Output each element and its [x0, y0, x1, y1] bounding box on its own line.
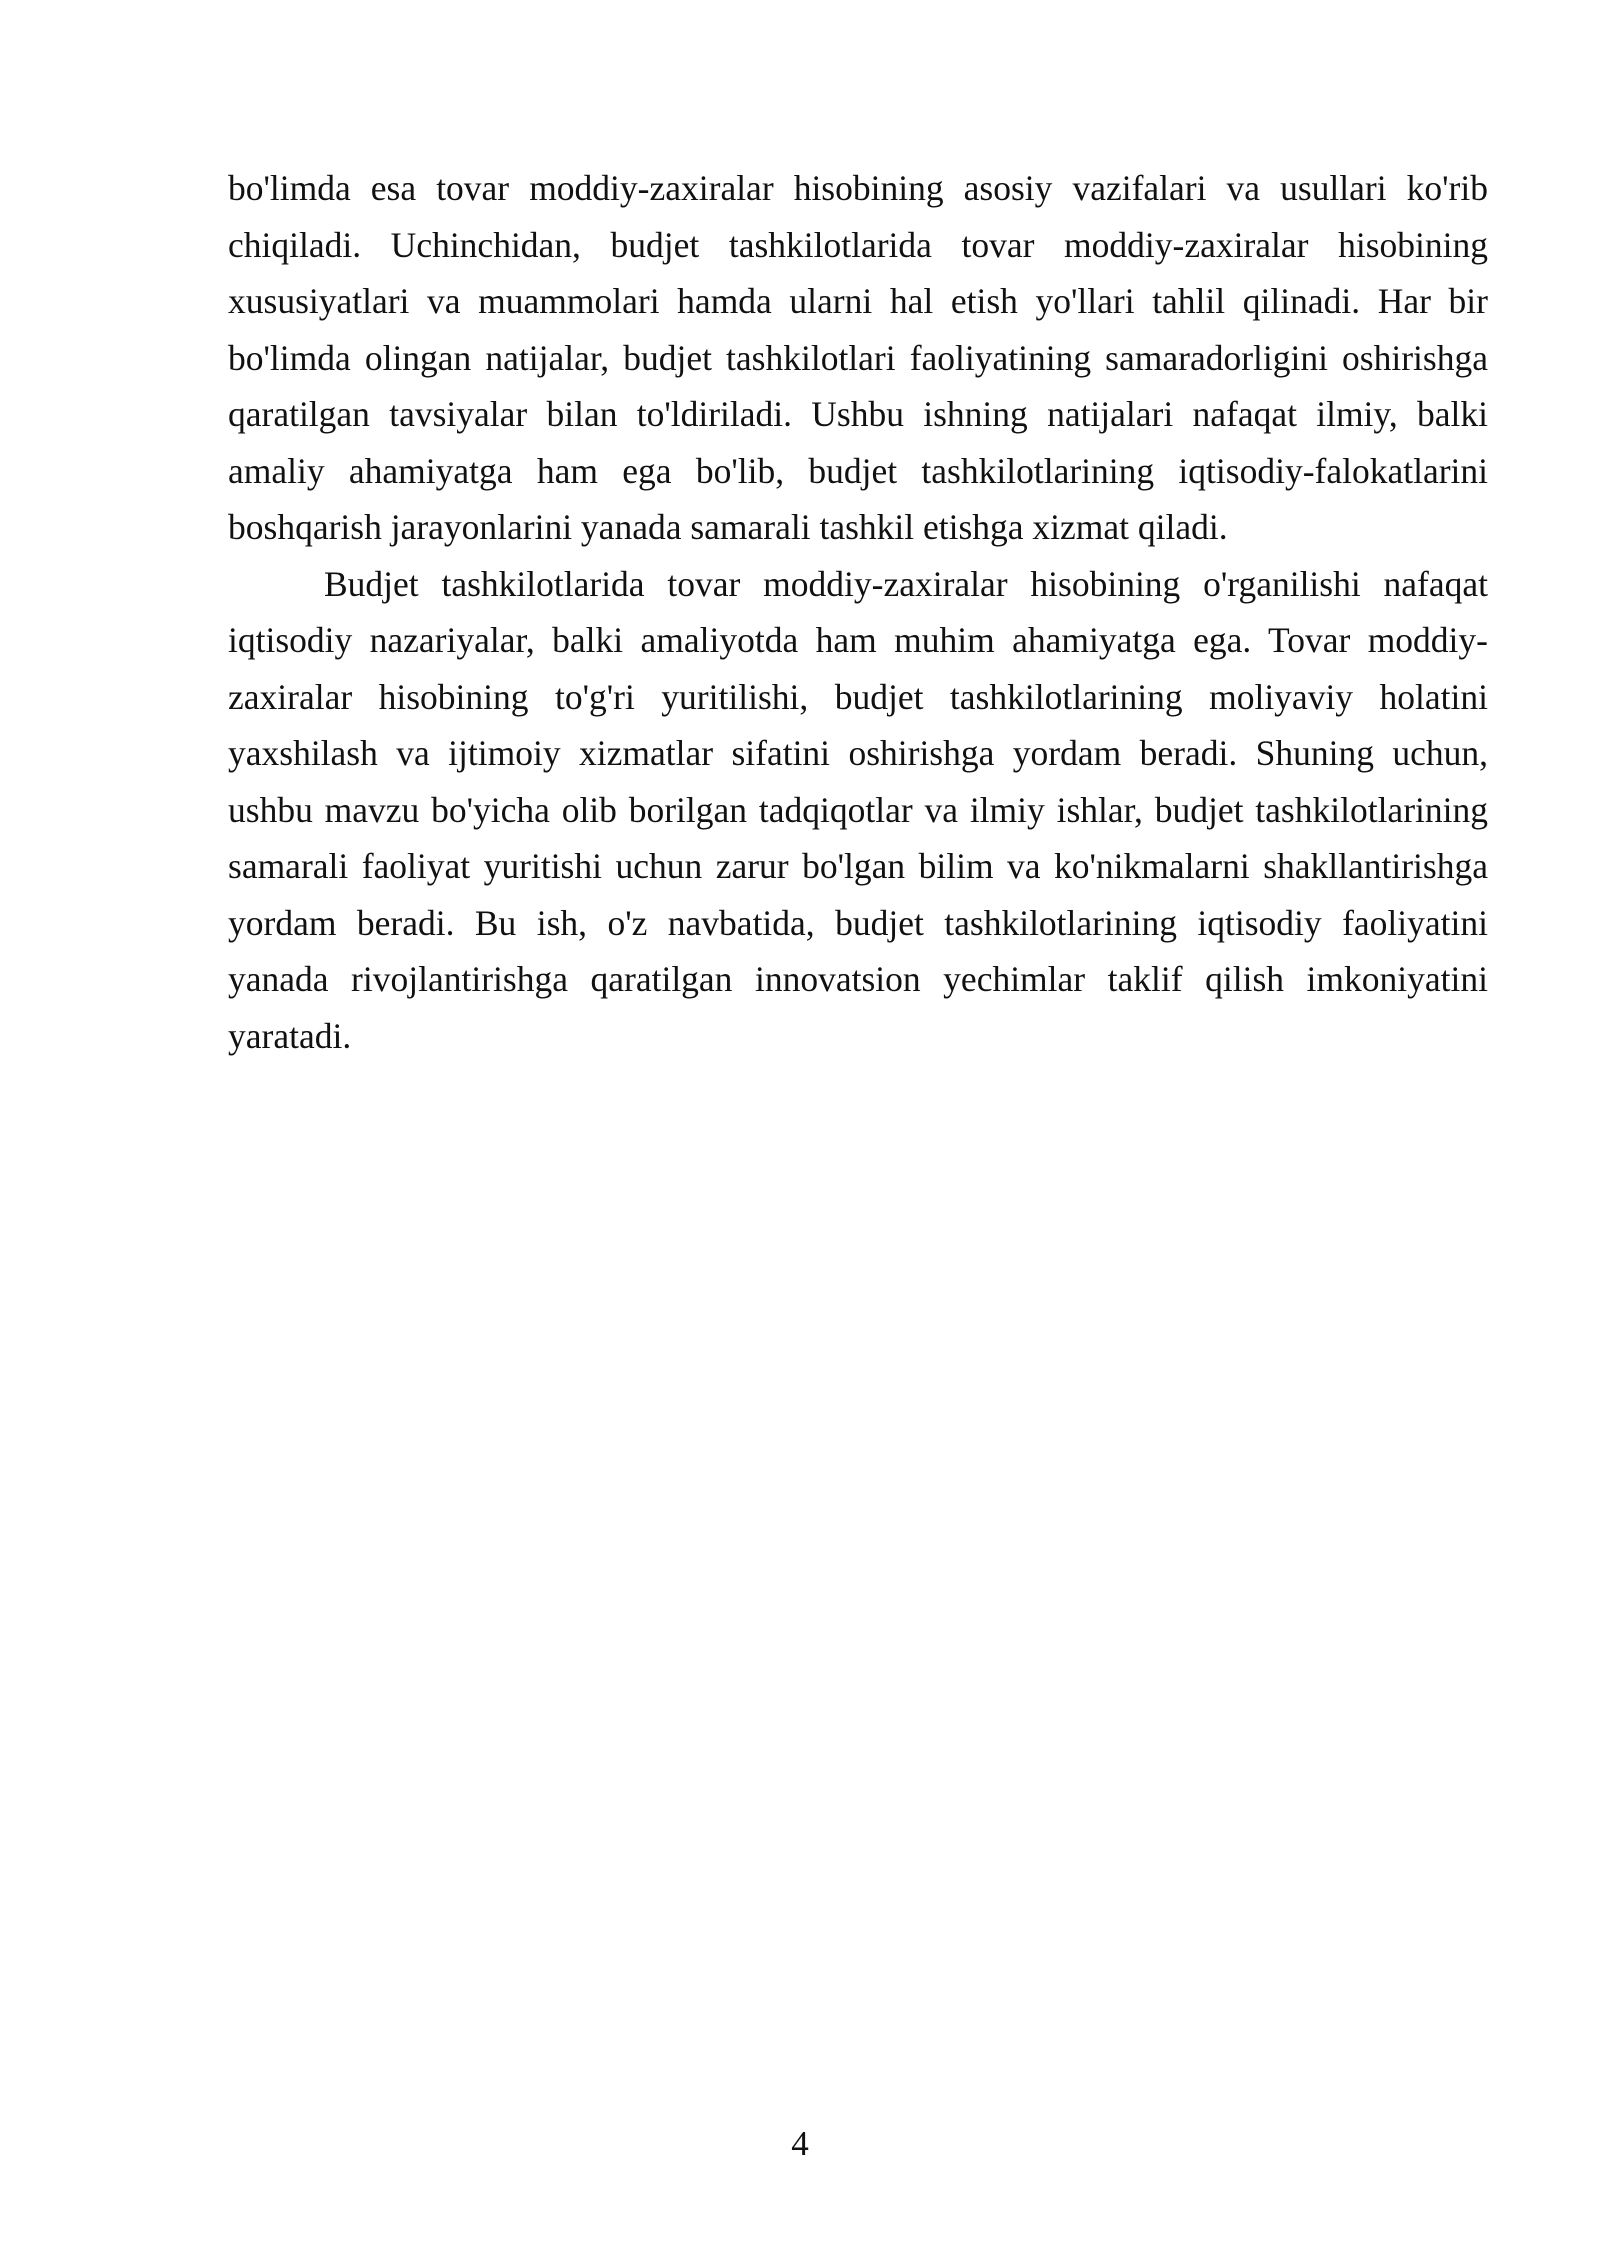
paragraph-continued: bo'limda esa tovar moddiy-zaxiralar hisobining asosiy vazifalari va usullari ko'rib chiqiladi. Uchinchidan, budjet tashkilotlarida tovar moddiy-zaxiralar hisobining xususiyatlari va muammolari hamda ularni hal etish yo'llari tahlil qilinadi. Har bir bo'limda olingan natijalar, budjet tashkilotlari faoliyatining samaradorligini oshirishga qaratilgan tavsiyalar bilan to'ldiriladi. Ushbu ishning natijalari nafaqat ilmiy, balki amaliy ahamiyatga ham ega bo'lib, budjet tashkilotlarining iqtisodiy-falokatlarini boshqarish jarayonlarini yanada samarali tashkil etishga xizmat qiladi.	[228, 168, 1488, 547]
paragraph-indented: Budjet tashkilotlarida tovar moddiy-zaxiralar hisobining o'rganilishi nafaqat iqtisodiy nazariyalar, balki amaliyotda ham muhim ahamiyatga ega. Tovar moddiy-zaxiralar hisobining to'g'ri yuritilishi, budjet tashkilotlarining moliyaviy holatini yaxshilash va ijtimoiy xizmatlar sifatini oshirishga yordam beradi. Shuning uchun, ushbu mavzu bo'yicha olib borilgan tadqiqotlar va ilmiy ishlar, budjet tashkilotlarining samarali faoliyat yuritishi uchun zarur bo'lgan bilim va ko'nikmalarni shakllantirishga yordam beradi. Bu ish, o'z navbatida, budjet tashkilotlarining iqtisodiy faoliyatini yanada rivojlantirishga qaratilgan innovatsion yechimlar taklif qilish imkoniyatini yaratadi.	[228, 563, 1488, 1056]
body-text	[228, 160, 1488, 1064]
page-number: 4	[791, 2124, 809, 2163]
